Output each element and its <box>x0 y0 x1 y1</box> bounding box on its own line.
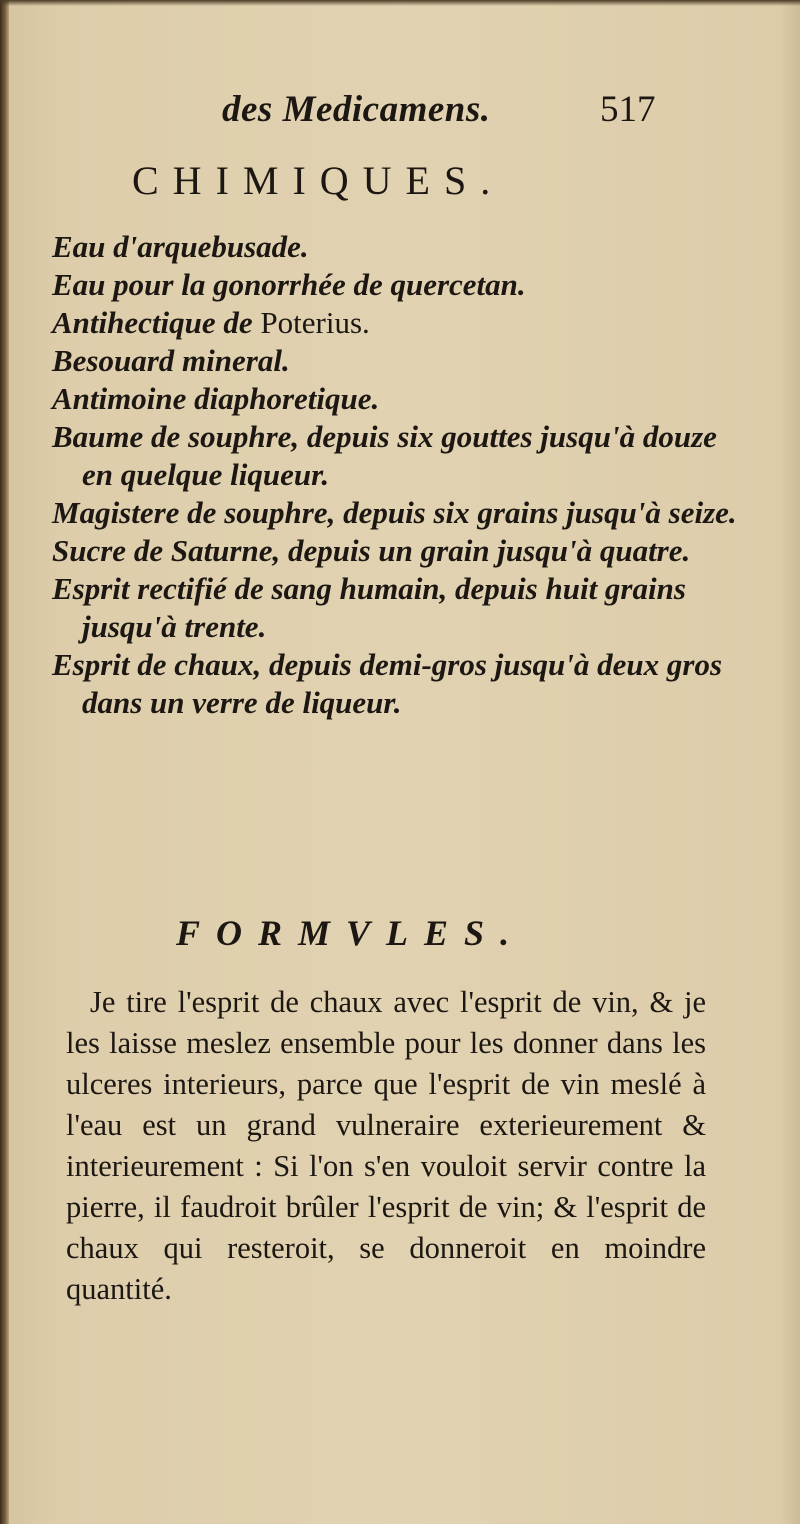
entry-list <box>52 228 752 722</box>
entry-item: Esprit rectifié de sang humain, depuis huit grains jusqu'à trente. <box>52 571 686 644</box>
entry-item: Antihectique de Poterius. <box>52 305 370 340</box>
entry-item: Eau d'arquebusade. <box>52 229 309 264</box>
entry-item: Eau pour la gonorrhée de quercetan. <box>52 267 526 302</box>
entry-item: Sucre de Saturne, depuis un grain jusqu'à quatre. <box>52 533 691 568</box>
page-number: 517 <box>600 89 656 130</box>
entry-item: Besouard mineral. <box>52 343 290 378</box>
section-heading: CHIMIQUES. <box>132 158 505 203</box>
running-head: des Medicamens. <box>222 89 491 130</box>
entry-item: Baume de souphre, depuis six gouttes jusqu'à douze en quelque liqueur. <box>52 419 717 492</box>
page-binding-edge <box>0 0 9 1524</box>
page-top-shadow <box>0 0 800 6</box>
entry-item: Magistere de souphre, depuis six grains jusqu'à seize. <box>52 495 737 530</box>
body-paragraph: Je tire l'esprit de chaux avec l'esprit de vin, & je les laisse meslez ensemble pour les donner dans les ulceres interieurs, parce que l'esprit de vin meslé à l'eau est un grand vulneraire exterieurement & interieurement : Si l'on s'en vouloit servir contre la pierre, il faudroit brûler l'esprit de vin; & l'esprit de chaux qui resteroit, se donneroit en moindre quantité. <box>66 985 706 1306</box>
formules-heading: FORMVLES. <box>176 913 526 953</box>
entry-item: Antimoine diaphoretique. <box>52 381 380 416</box>
entry-item: Esprit de chaux, depuis demi-gros jusqu'à deux gros dans un verre de liqueur. <box>52 647 723 720</box>
